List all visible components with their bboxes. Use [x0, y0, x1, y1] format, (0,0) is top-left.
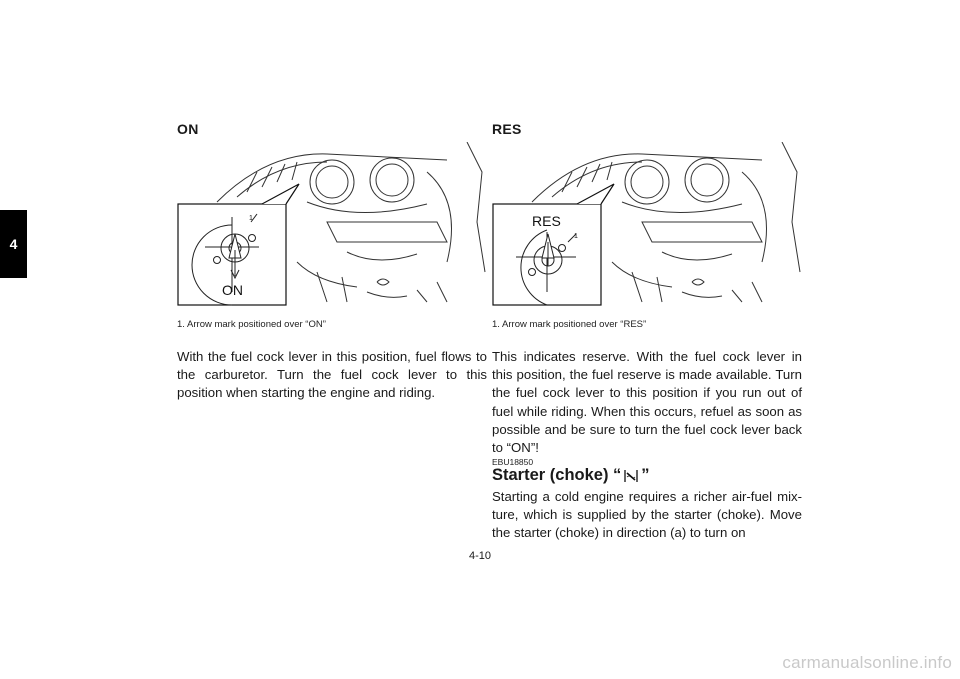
on-figure-caption: 1. Arrow mark positioned over “ON”: [177, 319, 326, 330]
res-position-title: RES: [492, 121, 522, 137]
watermark: carmanualsonline.info: [782, 653, 952, 672]
fuel-cock-res-figure: [492, 142, 802, 307]
page-number: 4-10: [468, 550, 492, 562]
starter-heading-suffix: ”: [641, 466, 650, 484]
on-description: With the fuel cock lever in this position, fuel flows to the carburetor. Turn the fuel cock lever to this position when starting the engine and riding.: [177, 349, 487, 401]
svg-text:1: 1: [249, 215, 253, 222]
res-description: This indicates reserve. With the fuel cock lever in this position, the fuel reserve is made available. Turn the fuel cock lever to this position if you run out of fuel while riding. When this occurs, refuel as soon as possible and be sure to turn the fuel cock lever back to “ON”!: [492, 349, 802, 456]
fuel-cock-on-figure: [177, 142, 487, 307]
chapter-tab: [0, 210, 27, 278]
res-figure-label: RES: [532, 213, 561, 229]
on-figure-label: ON: [222, 282, 243, 298]
res-figure-caption: 1. Arrow mark positioned over “RES”: [492, 319, 647, 330]
fuel-cock-on-illustration: [177, 142, 487, 307]
chapter-tab-number: 4: [9, 236, 18, 252]
starter-description: Starting a cold engine requires a richer air-fuel mix-ture, which is supplied by the starter (choke). Move the starter (choke) in direction (a) to turn on: [492, 489, 802, 541]
starter-heading: [492, 466, 650, 485]
svg-text:1: 1: [574, 233, 578, 240]
choke-icon: [622, 469, 640, 483]
on-position-title: ON: [177, 121, 199, 137]
section-code: EBU18850: [492, 457, 534, 467]
fuel-cock-res-illustration: [492, 142, 802, 307]
starter-heading-prefix: Starter (choke) “: [492, 466, 622, 484]
